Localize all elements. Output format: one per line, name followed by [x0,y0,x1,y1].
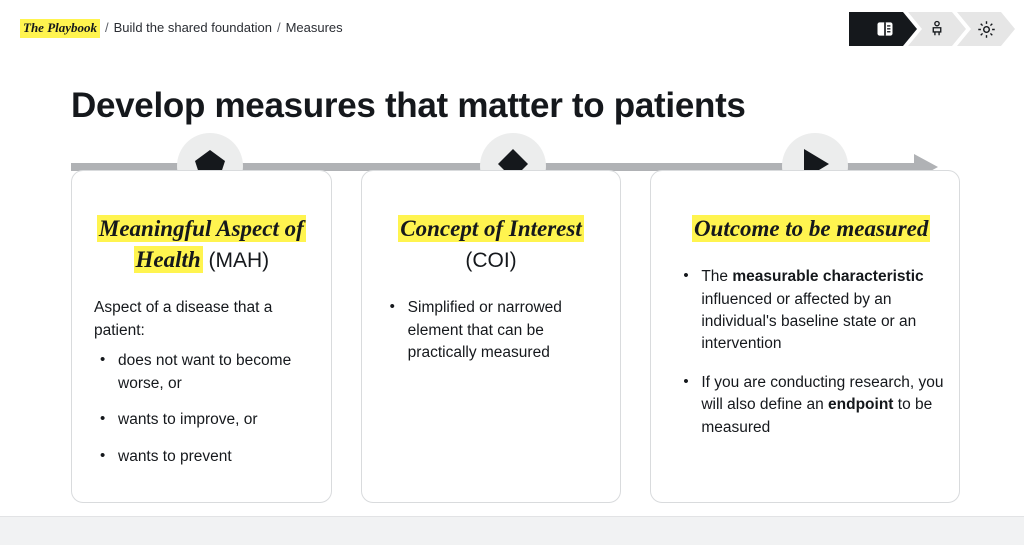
breadcrumb-separator-2: / [276,20,281,35]
footer-bar [0,516,1024,545]
list-item [677,372,945,439]
list-item: • does not want to become worse, or [94,350,309,395]
breadcrumb-separator-1: / [105,20,109,35]
card-outcome [650,170,960,503]
card-outcome-bullets [677,266,945,439]
outcome-b1-strong: measurable characteristic [732,268,924,286]
card-mah [71,170,332,503]
list-item [677,266,945,356]
card-coi-heading-highlight: Concept of Interest [400,216,582,241]
card-row [71,170,960,503]
outcome-b2-part1: If you are conducting research, you will also define an [701,373,944,414]
list-item: • wants to prevent [94,446,309,468]
person-icon [927,19,947,39]
outcome-b1-part2: influenced or affected by an individual's baseline state or an intervention [701,290,917,353]
card-mah-heading [94,213,309,275]
outcome-b2-part2: to be measured [701,396,933,436]
breadcrumb [20,19,343,38]
card-mah-bullets [94,350,309,468]
card-mah-intro: Aspect of a disease that a patient: [94,299,273,339]
breadcrumb-item-foundation[interactable]: Build the shared foundation [113,20,272,35]
card-coi-heading [384,213,599,275]
card-coi-heading-suffix: (COI) [465,249,517,273]
card-mah-heading-highlight: Meaningful Aspect of Health [98,216,304,273]
chevron-nav [849,12,1006,46]
gear-icon [976,19,997,40]
card-outcome-heading-highlight: Outcome to be measured [693,216,929,241]
card-coi [361,170,622,503]
breadcrumb-item-measures[interactable]: Measures [285,20,343,35]
outcome-b1-part1: The [701,268,733,286]
page-title: Develop measures that matter to patients [71,86,746,126]
card-coi-bullets [384,297,599,364]
card-mah-heading-suffix: (MAH) [208,249,270,273]
outcome-b2-strong: endpoint [828,396,894,414]
list-item: • Simplified or narrowed element that can be practically measured [384,297,599,364]
brand-label[interactable]: The Playbook [20,19,100,38]
nav-chevron-book[interactable] [849,12,917,46]
book-icon [875,19,895,39]
list-item: • wants to improve, or [94,409,309,431]
card-outcome-heading [677,213,945,244]
